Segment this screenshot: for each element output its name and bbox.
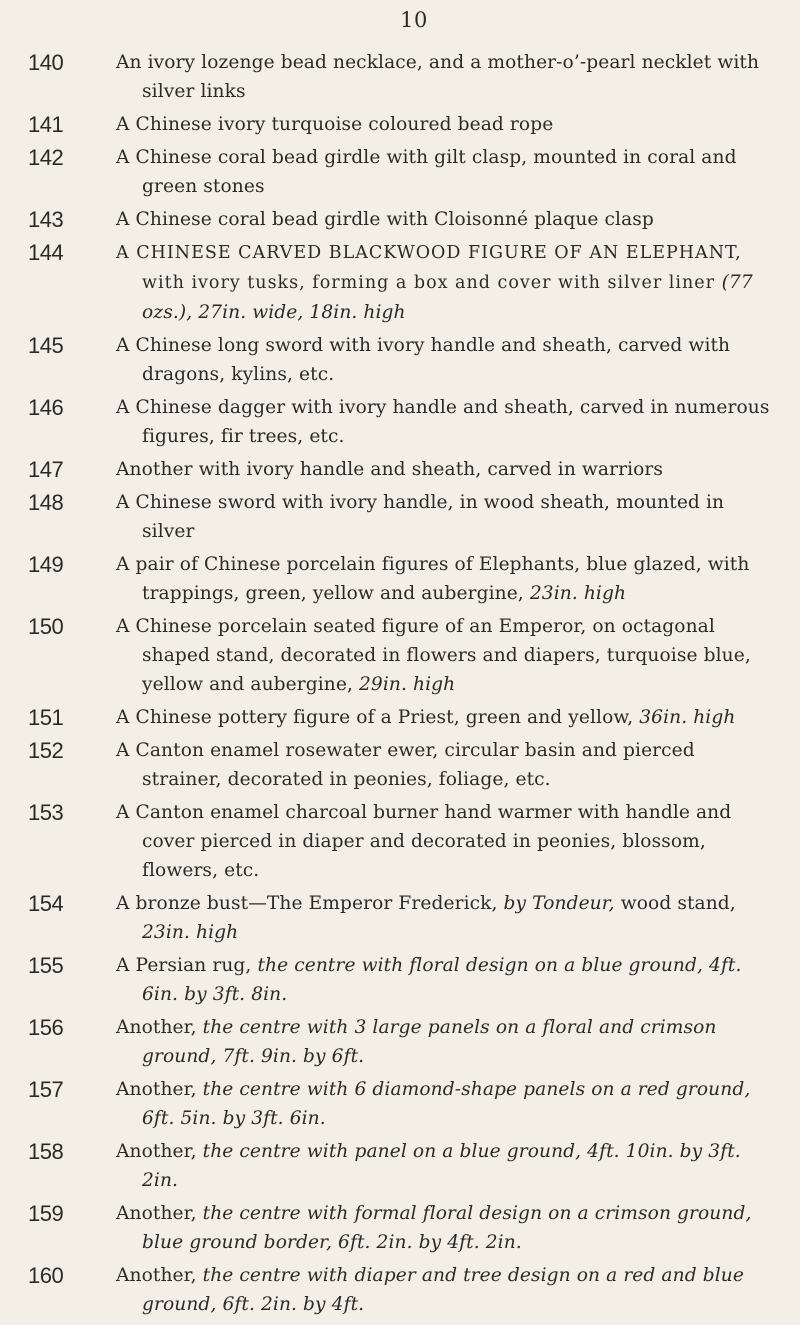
lot-text-plain: Another, xyxy=(116,1265,203,1286)
lot-number: 158 xyxy=(28,1139,64,1164)
lot-number: 146 xyxy=(28,395,64,420)
lot-text-plain: A Chinese ivory turquoise coloured bead rope xyxy=(116,114,554,135)
lot-entry xyxy=(0,1075,800,1133)
lot-text-plain: A Canton enamel charcoal burner hand warmer with handle and cover pierced in diaper and decorated in peonies, blossom, flowers, etc. xyxy=(116,802,732,881)
lot-entry xyxy=(0,110,800,139)
lot-description xyxy=(116,951,778,1009)
lot-text-italic: the centre with floral design on a blue ground, 4ft. 6in. by 3ft. 8in. xyxy=(142,955,742,1005)
lot-text-italic: 36in. high xyxy=(639,707,736,728)
lot-number: 159 xyxy=(28,1201,64,1226)
lot-text-plain: A Canton enamel rosewater ewer, circular basin and pierced strainer, decorated in peonies, foliage, etc. xyxy=(116,740,695,790)
lot-text-italic: 23in. high xyxy=(529,583,627,604)
lot-description xyxy=(116,612,778,699)
lot-entry xyxy=(0,736,800,794)
lot-number: 157 xyxy=(28,1077,64,1102)
lot-text-plain: A bronze bust—The Emperor Frederick, xyxy=(116,893,504,914)
lot-number: 145 xyxy=(28,333,64,358)
lot-text-plain: An ivory lozenge bead necklace, and a mother-o’-pearl necklet with silver links xyxy=(116,52,760,102)
lot-number: 155 xyxy=(28,953,64,978)
lot-description xyxy=(116,238,778,327)
lot-entry xyxy=(0,238,800,327)
lot-text-plain: A Persian rug, xyxy=(116,955,258,976)
lot-entry xyxy=(0,703,800,732)
lot-number: 150 xyxy=(28,614,64,639)
lot-description xyxy=(116,393,778,451)
lot-description xyxy=(116,143,778,201)
lot-number: 141 xyxy=(28,112,64,137)
lot-description xyxy=(116,1261,778,1319)
lot-entry xyxy=(0,205,800,234)
lot-entry xyxy=(0,455,800,484)
lot-text-plain: Another with ivory handle and sheath, carved in warriors xyxy=(116,459,664,480)
lot-entry xyxy=(0,1013,800,1071)
lot-text-plain: wood stand, xyxy=(614,893,736,914)
lot-text-plain: Another, xyxy=(116,1203,203,1224)
lot-entry xyxy=(0,331,800,389)
lot-number: 143 xyxy=(28,207,64,232)
lot-description xyxy=(116,455,778,484)
lot-entry xyxy=(0,143,800,201)
lot-number: 148 xyxy=(28,490,64,515)
lot-entry xyxy=(0,1261,800,1319)
lot-text-plain: Another, xyxy=(116,1017,203,1038)
lot-text-plain: A Chinese coral bead girdle with gilt clasp, mounted in coral and green stones xyxy=(116,147,737,197)
lot-text-italic: the centre with formal floral design on a crimson ground, blue ground border, 6ft. 2in. by 4ft. 2in. xyxy=(142,1203,752,1253)
lot-entry xyxy=(0,889,800,947)
lot-text-plain: A Chinese sword with ivory handle, in wood sheath, mounted in silver xyxy=(116,492,725,542)
lot-text-plain: A Chinese long sword with ivory handle and sheath, carved with dragons, kylins, etc. xyxy=(116,335,731,385)
lot-number: 147 xyxy=(28,457,64,482)
lot-description xyxy=(116,1199,778,1257)
lot-text-plain: A Chinese dagger with ivory handle and sheath, carved in numerous figures, fir trees, etc. xyxy=(116,397,770,447)
lot-number: 149 xyxy=(28,552,64,577)
lot-text-plain: A Chinese coral bead girdle with Cloisonné plaque clasp xyxy=(116,209,654,230)
lot-entry xyxy=(0,951,800,1009)
lot-number: 153 xyxy=(28,800,64,825)
lot-entry xyxy=(0,1137,800,1195)
lot-text-plain: A pair of Chinese porcelain figures of Elephants, blue glazed, with trappings, green, yellow and aubergine, xyxy=(116,554,750,604)
lot-text-plain: Another, xyxy=(116,1079,203,1100)
lot-description xyxy=(116,703,778,732)
lot-entry xyxy=(0,798,800,885)
lot-number: 160 xyxy=(28,1263,64,1288)
lot-description xyxy=(116,110,778,139)
lot-text-italic: the centre with 3 large panels on a floral and crimson ground, 7ft. 9in. by 6ft. xyxy=(142,1017,717,1067)
lot-text-italic: 23in. high xyxy=(142,922,239,943)
lot-number: 152 xyxy=(28,738,64,763)
lot-text-italic: by Tondeur, xyxy=(503,893,615,914)
lot-text-plain: A Chinese pottery figure of a Priest, green and yellow, xyxy=(116,707,640,728)
lot-list xyxy=(0,48,800,1319)
lot-text-italic: the centre with diaper and tree design on a red and blue ground, 6ft. 2in. by 4ft. xyxy=(142,1265,744,1315)
lot-description xyxy=(116,736,778,794)
lot-description xyxy=(116,331,778,389)
lot-entry xyxy=(0,393,800,451)
lot-description xyxy=(116,488,778,546)
lot-text-italic: the centre with 6 diamond-shape panels on a red ground, 6ft. 5in. by 3ft. 6in. xyxy=(142,1079,751,1129)
lot-number: 151 xyxy=(28,705,64,730)
lot-description xyxy=(116,798,778,885)
lot-number: 144 xyxy=(28,240,64,265)
lot-entry xyxy=(0,550,800,608)
lot-entry xyxy=(0,488,800,546)
lot-text-plain: A Chinese porcelain seated figure of an Emperor, on octagonal shaped stand, decorated in flowers and diapers, turquoise blue, yellow and aubergine, xyxy=(116,616,751,695)
lot-number: 142 xyxy=(28,145,64,170)
lot-text-plain: A CHINESE CARVED BLACKWOOD FIGURE OF AN ELEPHANT, with ivory tusks, forming a box and cover with silver liner xyxy=(116,243,742,293)
lot-description xyxy=(116,1075,778,1133)
lot-description xyxy=(116,1137,778,1195)
lot-entry xyxy=(0,1199,800,1257)
lot-description xyxy=(116,889,778,947)
lot-number: 140 xyxy=(28,50,64,75)
lot-description xyxy=(116,550,778,608)
page-number: 10 xyxy=(400,8,428,32)
lot-description xyxy=(116,1013,778,1071)
lot-text-italic: 29in. high xyxy=(359,674,456,695)
lot-description xyxy=(116,48,778,106)
lot-number: 156 xyxy=(28,1015,64,1040)
lot-entry xyxy=(0,48,800,106)
lot-text-italic: (77 ozs.), 27in. wide, 18in. high xyxy=(142,272,753,323)
lot-entry xyxy=(0,612,800,699)
lot-text-italic: the centre with panel on a blue ground, 4ft. 10in. by 3ft. 2in. xyxy=(142,1141,741,1191)
lot-number: 154 xyxy=(28,891,64,916)
lot-text-plain: Another, xyxy=(116,1141,203,1162)
lot-description xyxy=(116,205,778,234)
